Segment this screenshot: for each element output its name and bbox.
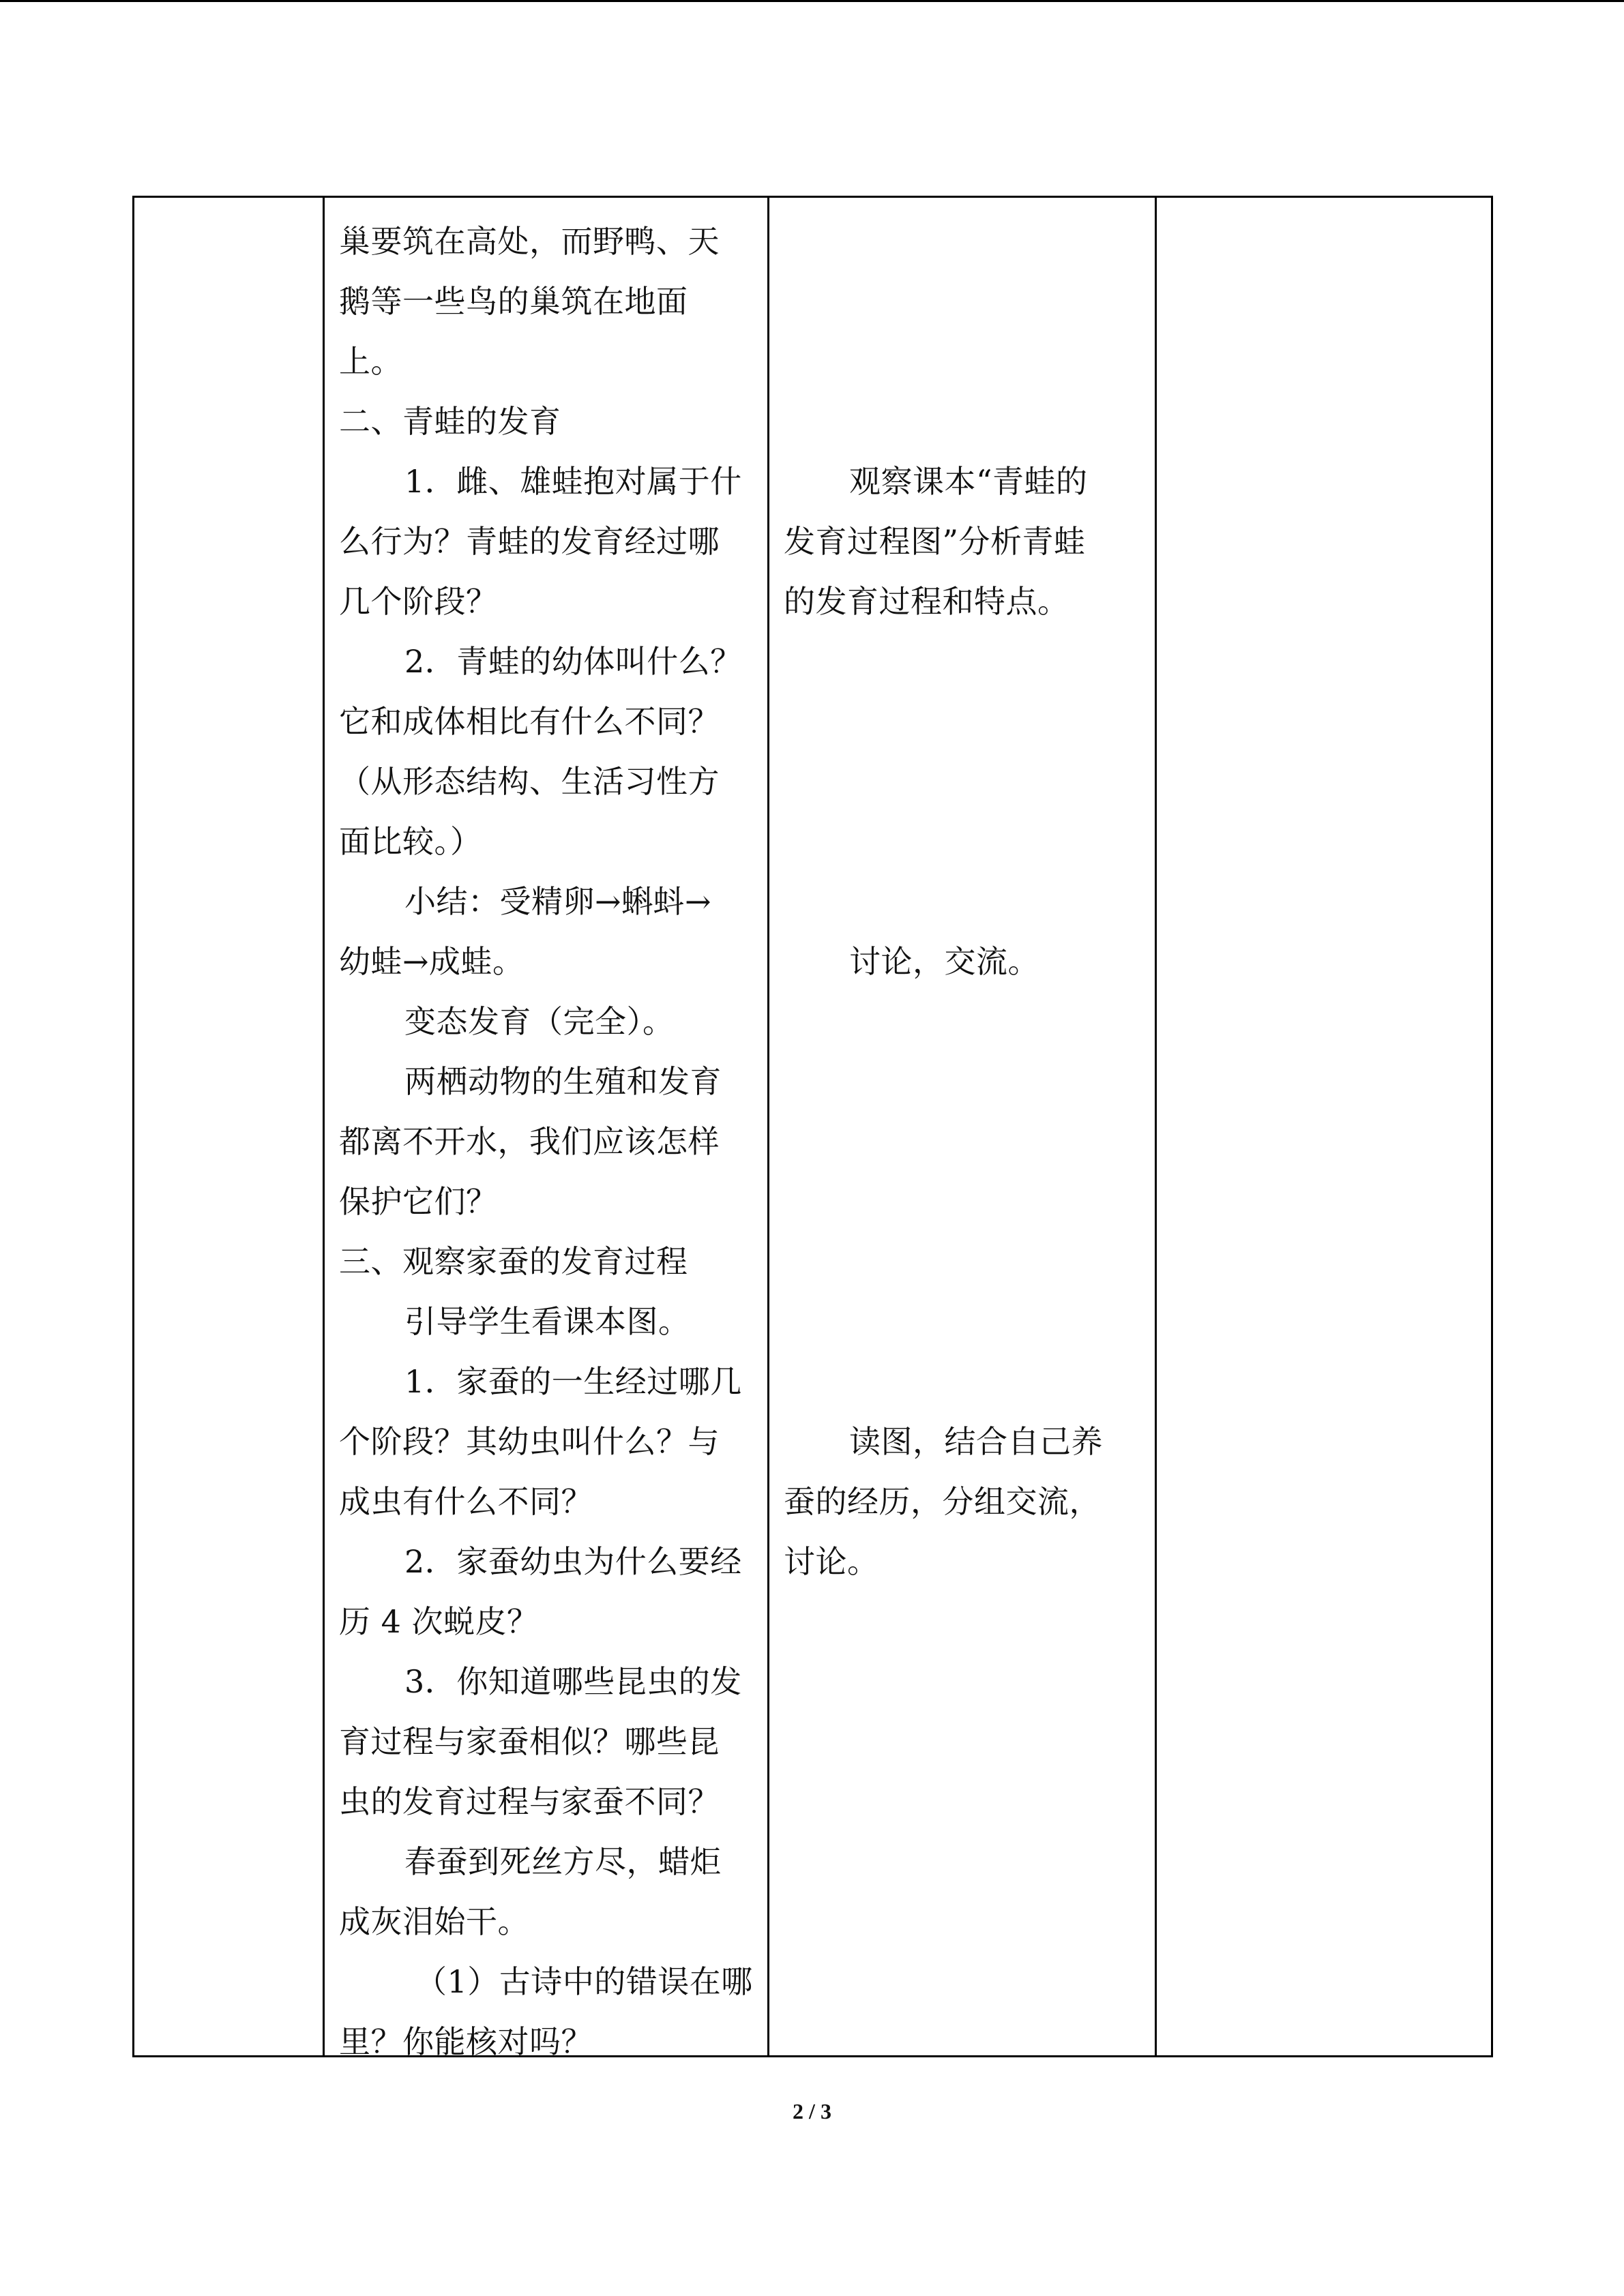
student-activity-line: 的发育过程和特点。 bbox=[784, 583, 1069, 620]
teacher-activity-line: 鹅等一些鸟的巢筑在地面 bbox=[339, 283, 688, 320]
question-line: （从形态结构、生活习性方 bbox=[339, 763, 720, 800]
question-line: 么行为？青蛙的发育经过哪 bbox=[339, 523, 720, 560]
question-line: 里？你能核对吗？ bbox=[339, 2023, 593, 2060]
summary-line: 幼蛙→成蛙。 bbox=[339, 943, 525, 980]
question-line: 2．家蚕幼虫为什么要经 bbox=[404, 1543, 742, 1580]
column-divider bbox=[767, 198, 769, 2055]
question-line: 虫的发育过程与家蚕不同？ bbox=[339, 1783, 720, 1820]
section-heading: 三、观察家蚕的发育过程 bbox=[339, 1243, 688, 1280]
poem-line: 成灰泪始干。 bbox=[339, 1903, 529, 1940]
question-line: 1．雌、雄蛙抱对属于什 bbox=[404, 463, 742, 500]
teacher-activity-line: 上。 bbox=[339, 343, 402, 380]
student-activity-line: 蚕的经历，分组交流， bbox=[784, 1483, 1101, 1520]
student-activity-line: 发育过程图”分析青蛙 bbox=[784, 523, 1086, 560]
question-line: 个阶段？其幼虫叫什么？与 bbox=[339, 1423, 720, 1460]
lesson-plan-table bbox=[132, 196, 1493, 2060]
question-line: 育过程与家蚕相似？哪些昆 bbox=[339, 1723, 720, 1760]
question-line: 1．家蚕的一生经过哪几 bbox=[404, 1363, 742, 1400]
column-divider bbox=[323, 198, 325, 2055]
question-line: 面比较。） bbox=[339, 823, 482, 860]
poem-line: 春蚕到死丝方尽，蜡炬 bbox=[404, 1843, 722, 1880]
summary-line: 小结：受精卵→蝌蚪→ bbox=[404, 883, 712, 920]
question-line: 3．你知道哪些昆虫的发 bbox=[404, 1663, 742, 1700]
question-line: 几个阶段？ bbox=[339, 583, 498, 620]
teacher-activity-line: 引导学生看课本图。 bbox=[404, 1303, 690, 1340]
teacher-activity-line: 巢要筑在高处，而野鸭、天 bbox=[339, 223, 720, 260]
question-line: 历 4 次蜕皮？ bbox=[339, 1603, 539, 1640]
teacher-activity-line: 都离不开水，我们应该怎样 bbox=[339, 1123, 720, 1160]
question-line: 它和成体相比有什么不同？ bbox=[339, 703, 720, 740]
teacher-activity-line: 两栖动物的生殖和发育 bbox=[404, 1063, 722, 1100]
teacher-activity-line: 保护它们？ bbox=[339, 1183, 498, 1220]
question-line: 成虫有什么不同？ bbox=[339, 1483, 593, 1520]
section-heading: 二、青蛙的发育 bbox=[339, 403, 561, 440]
student-activity-line: 讨论，交流。 bbox=[849, 943, 1039, 980]
student-activity-line: 读图，结合自己养 bbox=[849, 1423, 1103, 1460]
question-line: 2．青蛙的幼体叫什么？ bbox=[404, 643, 742, 680]
summary-line: 变态发育（完全）。 bbox=[404, 1003, 675, 1040]
page-number: 2 / 3 bbox=[793, 2099, 831, 2123]
student-activity-line: 讨论。 bbox=[784, 1543, 879, 1580]
top-rule bbox=[0, 0, 1624, 2]
column-divider bbox=[1155, 198, 1157, 2055]
student-activity-line: 观察课本“青蛙的 bbox=[849, 463, 1088, 500]
question-line: （1）古诗中的错误在哪 bbox=[415, 1963, 753, 2000]
